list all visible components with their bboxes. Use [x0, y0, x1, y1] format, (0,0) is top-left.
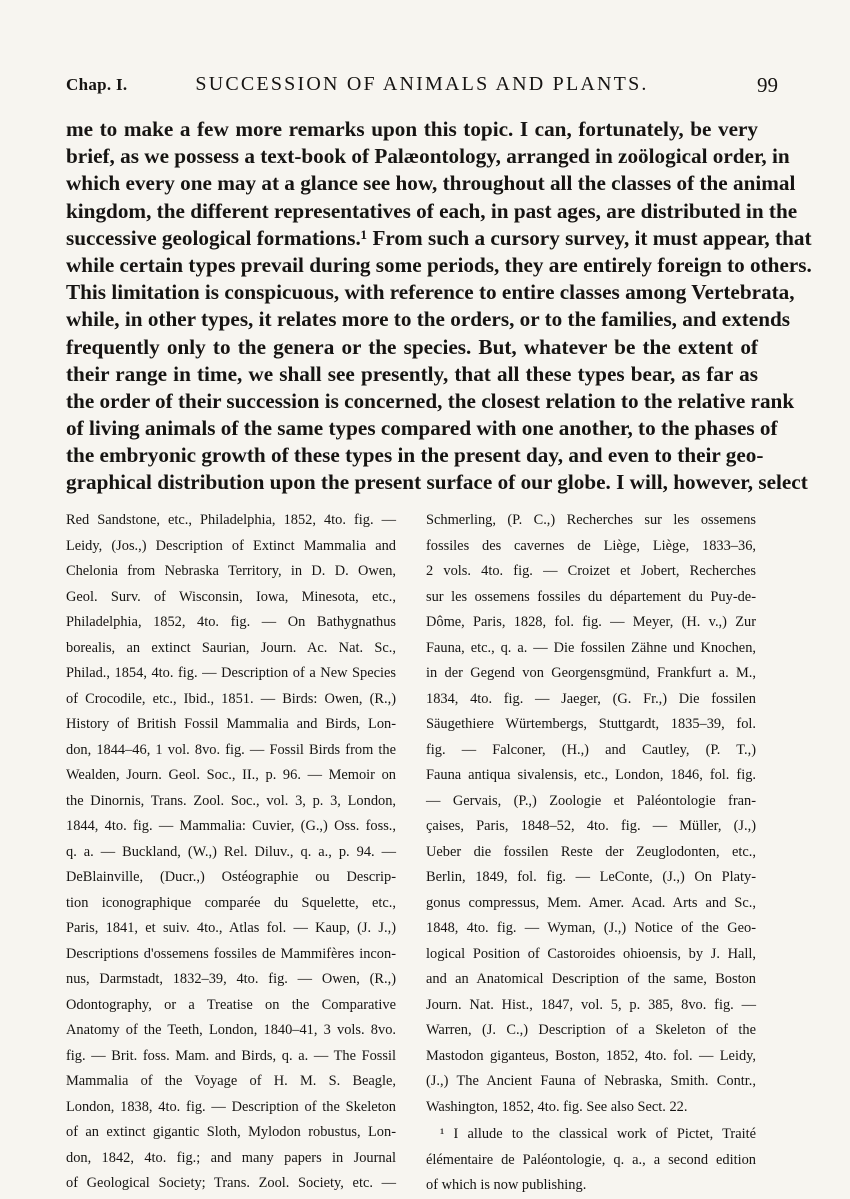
bibliography-line: the Dinornis, Trans. Zool. Soc., vol. 3, p. 3, London,	[66, 792, 396, 809]
bibliography-line: Mammalia of the Voyage of H. M. S. Beagle,	[66, 1073, 396, 1089]
bibliography-line: don, 1844–46, 1 vol. 8vo. fig. — Fossil Birds from the	[66, 741, 396, 758]
main-paragraph	[66, 116, 812, 497]
bibliography-line: don, 1842, 4to. fig.; and many papers in Journal	[66, 1149, 396, 1166]
bibliography-line: Dôme, Paris, 1828, fol. fig. — Meyer, (H. v.,) Zur	[426, 614, 756, 630]
bibliography-line: (J.,) The Ancient Fauna of Nebraska, Smith. Contr.,	[426, 1073, 756, 1089]
running-header	[66, 73, 778, 103]
body-text-line: while, in other types, it relates more to the orders, or to the families, and extends	[66, 307, 791, 332]
bibliography-line: Washington, 1852, 4to. fig. See also Sect. 22.	[426, 1098, 688, 1115]
bibliography-line: Fauna, etc., q. a. — Die fossilen Zähne und Knochen,	[426, 639, 756, 656]
footnote-line: élémentaire de Paléontologie, q. a., a second edition	[426, 1151, 756, 1168]
body-text-line: while certain types prevail during some periods, they are entirely foreign to others.	[66, 252, 812, 277]
footnote-column-left	[66, 508, 396, 1197]
bibliography-line: Fauna antiqua sivalensis, etc., London, 1846, fol. fig.	[426, 767, 756, 783]
bibliography-line: Odontography, or a Treatise on the Comparative	[66, 996, 396, 1013]
bibliography-line: History of British Fossil Mammalia and Birds, Lon-	[66, 716, 396, 732]
bibliography-line: Paris, 1841, et suiv. 4to., Atlas fol. — Kaup, (J. J.,)	[66, 920, 396, 936]
body-text-line: which every one may at a glance see how, throughout all the classes of the animal	[66, 171, 796, 196]
bibliography-line: Mastodon giganteus, Boston, 1852, 4to. fol. — Leidy,	[426, 1047, 756, 1064]
bibliography-line: 1848, 4to. fig. — Wyman, (J.,) Notice of the Geo-	[426, 920, 756, 936]
bibliography-line: and an Anatomical Description of the same, Boston	[426, 971, 756, 987]
bibliography-line: logical Position of Castoroides ohioensis, by J. Hall,	[426, 945, 756, 962]
bibliography-line: Journ. Nat. Hist., 1847, vol. 5, p. 385, 8vo. fig. —	[426, 996, 756, 1013]
running-title: SUCCESSION OF ANIMALS AND PLANTS.	[195, 73, 649, 95]
footnote-line: ¹ I allude to the classical work of Pictet, Traité	[440, 1126, 756, 1142]
footnote-column-right	[426, 508, 756, 1199]
bibliography-line: fig. — Falconer, (H.,) and Cautley, (P. T.,)	[426, 741, 756, 758]
bibliography-line: in der Gegend von Georgensgmünd, Frankfurt a. M.,	[426, 665, 756, 681]
body-text-line: brief, as we possess a text-book of Palæontology, arranged in zoölogical order, in	[66, 144, 790, 169]
body-text-line: the order of their succession is concerned, the closest relation to the relative rank	[66, 388, 795, 413]
body-text-line: me to make a few more remarks upon this topic. I can, fortunately, be very	[66, 117, 758, 141]
footnote-line: of which is now publishing.	[426, 1177, 587, 1193]
bibliography-line: Philad., 1854, 4to. fig. — Description of a New Species	[66, 665, 396, 681]
bibliography-line: — Gervais, (P.,) Zoologie et Paléontologie fran-	[426, 792, 756, 809]
bibliography-line: borealis, an extinct Saurian, Journ. Ac. Nat. Sc.,	[66, 639, 396, 656]
bibliography-line: Ueber die fossilen Reste der Zeuglodonten, etc.,	[426, 843, 756, 860]
body-text-line: graphical distribution upon the present surface of our globe. I will, however, select	[66, 470, 808, 495]
page-number: 99	[757, 73, 778, 97]
bibliography-line: Descriptions d'ossemens fossiles de Mammifères incon-	[66, 945, 396, 962]
bibliography-line: Säugethiere Würtembergs, Stuttgardt, 1835–39, fol.	[426, 716, 756, 732]
bibliography-line: nus, Darmstadt, 1832–39, 4to. fig. — Owen, (R.,)	[66, 971, 396, 987]
bibliography-line: q. a. — Buckland, (W.,) Rel. Diluv., q. a., p. 94. —	[66, 843, 396, 860]
bibliography-line: tion iconographique comparée du Squelette, etc.,	[66, 894, 396, 911]
footnote	[426, 1122, 756, 1199]
body-text-line: frequently only to the genera or the species. But, whatever be the extent of	[66, 334, 758, 359]
bibliography-line: Schmerling, (P. C.,) Recherches sur les ossemens	[426, 512, 756, 528]
bibliography-line: Leidy, (Jos.,) Description of Extinct Mammalia and	[66, 537, 396, 554]
bibliography-line: Philadelphia, 1852, 4to. fig. — On Bathygnathus	[66, 614, 396, 630]
chapter-label: Chap. I.	[66, 75, 128, 94]
body-text-line: successive geological formations.¹ From such a cursory survey, it must appear, that	[66, 225, 812, 250]
body-text-line: of living animals of the same types compared with one another, to the phases of	[66, 416, 778, 441]
bibliography-line: 1834, 4to. fig. — Jaeger, (G. Fr.,) Die fossilen	[426, 690, 756, 707]
bibliography-line: Berlin, 1849, fol. fig. — LeConte, (J.,) On Platy-	[426, 869, 756, 885]
bibliography-line: Chelonia from Nebraska Territory, in D. D. Owen,	[66, 563, 396, 579]
bibliography-line: çaises, Paris, 1848–52, 4to. fig. — Müller, (J.,)	[426, 818, 756, 834]
bibliography-line: sur les ossemens fossiles du département du Puy-de-	[426, 588, 756, 605]
bibliography-line: 1844, 4to. fig. — Mammalia: Cuvier, (G.,) Oss. foss.,	[66, 818, 396, 834]
bibliography-line: gonus compressus, Mem. Amer. Acad. Arts and Sc.,	[426, 894, 756, 911]
bibliography-line: London, 1838, 4to. fig. — Description of the Skeleton	[66, 1098, 396, 1115]
body-text-line: kingdom, the different representatives of each, in past ages, are distributed in the	[66, 198, 798, 223]
bibliography-line: fig. — Brit. foss. Mam. and Birds, q. a. — The Fossil	[66, 1047, 396, 1064]
bibliography-line: Geol. Surv. of Wisconsin, Iowa, Minesota, etc.,	[66, 588, 396, 605]
body-text-line: the embryonic growth of these types in the present day, and even to their geo-	[66, 443, 764, 468]
bibliography-line: Red Sandstone, etc., Philadelphia, 1852, 4to. fig. —	[66, 512, 396, 528]
bibliography-line: Anatomy of the Teeth, London, 1840–41, 3 vols. 8vo.	[66, 1022, 396, 1038]
body-text-line: This limitation is conspicuous, with reference to entire classes among Vertebrata,	[66, 280, 795, 305]
bibliography-line: Wealden, Journ. Geol. Soc., II., p. 96. — Memoir on	[66, 767, 396, 783]
body-text-line: their range in time, we shall see presently, that all these types bear, as far as	[66, 361, 758, 386]
bibliography-line: DeBlainville, (Ducr.,) Ostéographie ou Descrip-	[66, 869, 396, 885]
bibliography-line: fossiles des cavernes de Liège, Liège, 1833–36,	[426, 537, 756, 554]
bibliography-line: 2 vols. 4to. fig. — Croizet et Jobert, Recherches	[426, 563, 756, 579]
bibliography-line: of an extinct gigantic Sloth, Mylodon robustus, Lon-	[66, 1124, 396, 1140]
bibliography-line: Warren, (J. C.,) Description of a Skeleton of the	[426, 1022, 756, 1038]
bibliography-line: of Geological Society; Trans. Zool. Society, etc. —	[66, 1175, 396, 1191]
bibliography-line: of Crocodile, etc., Ibid., 1851. — Birds: Owen, (R.,)	[66, 690, 396, 707]
